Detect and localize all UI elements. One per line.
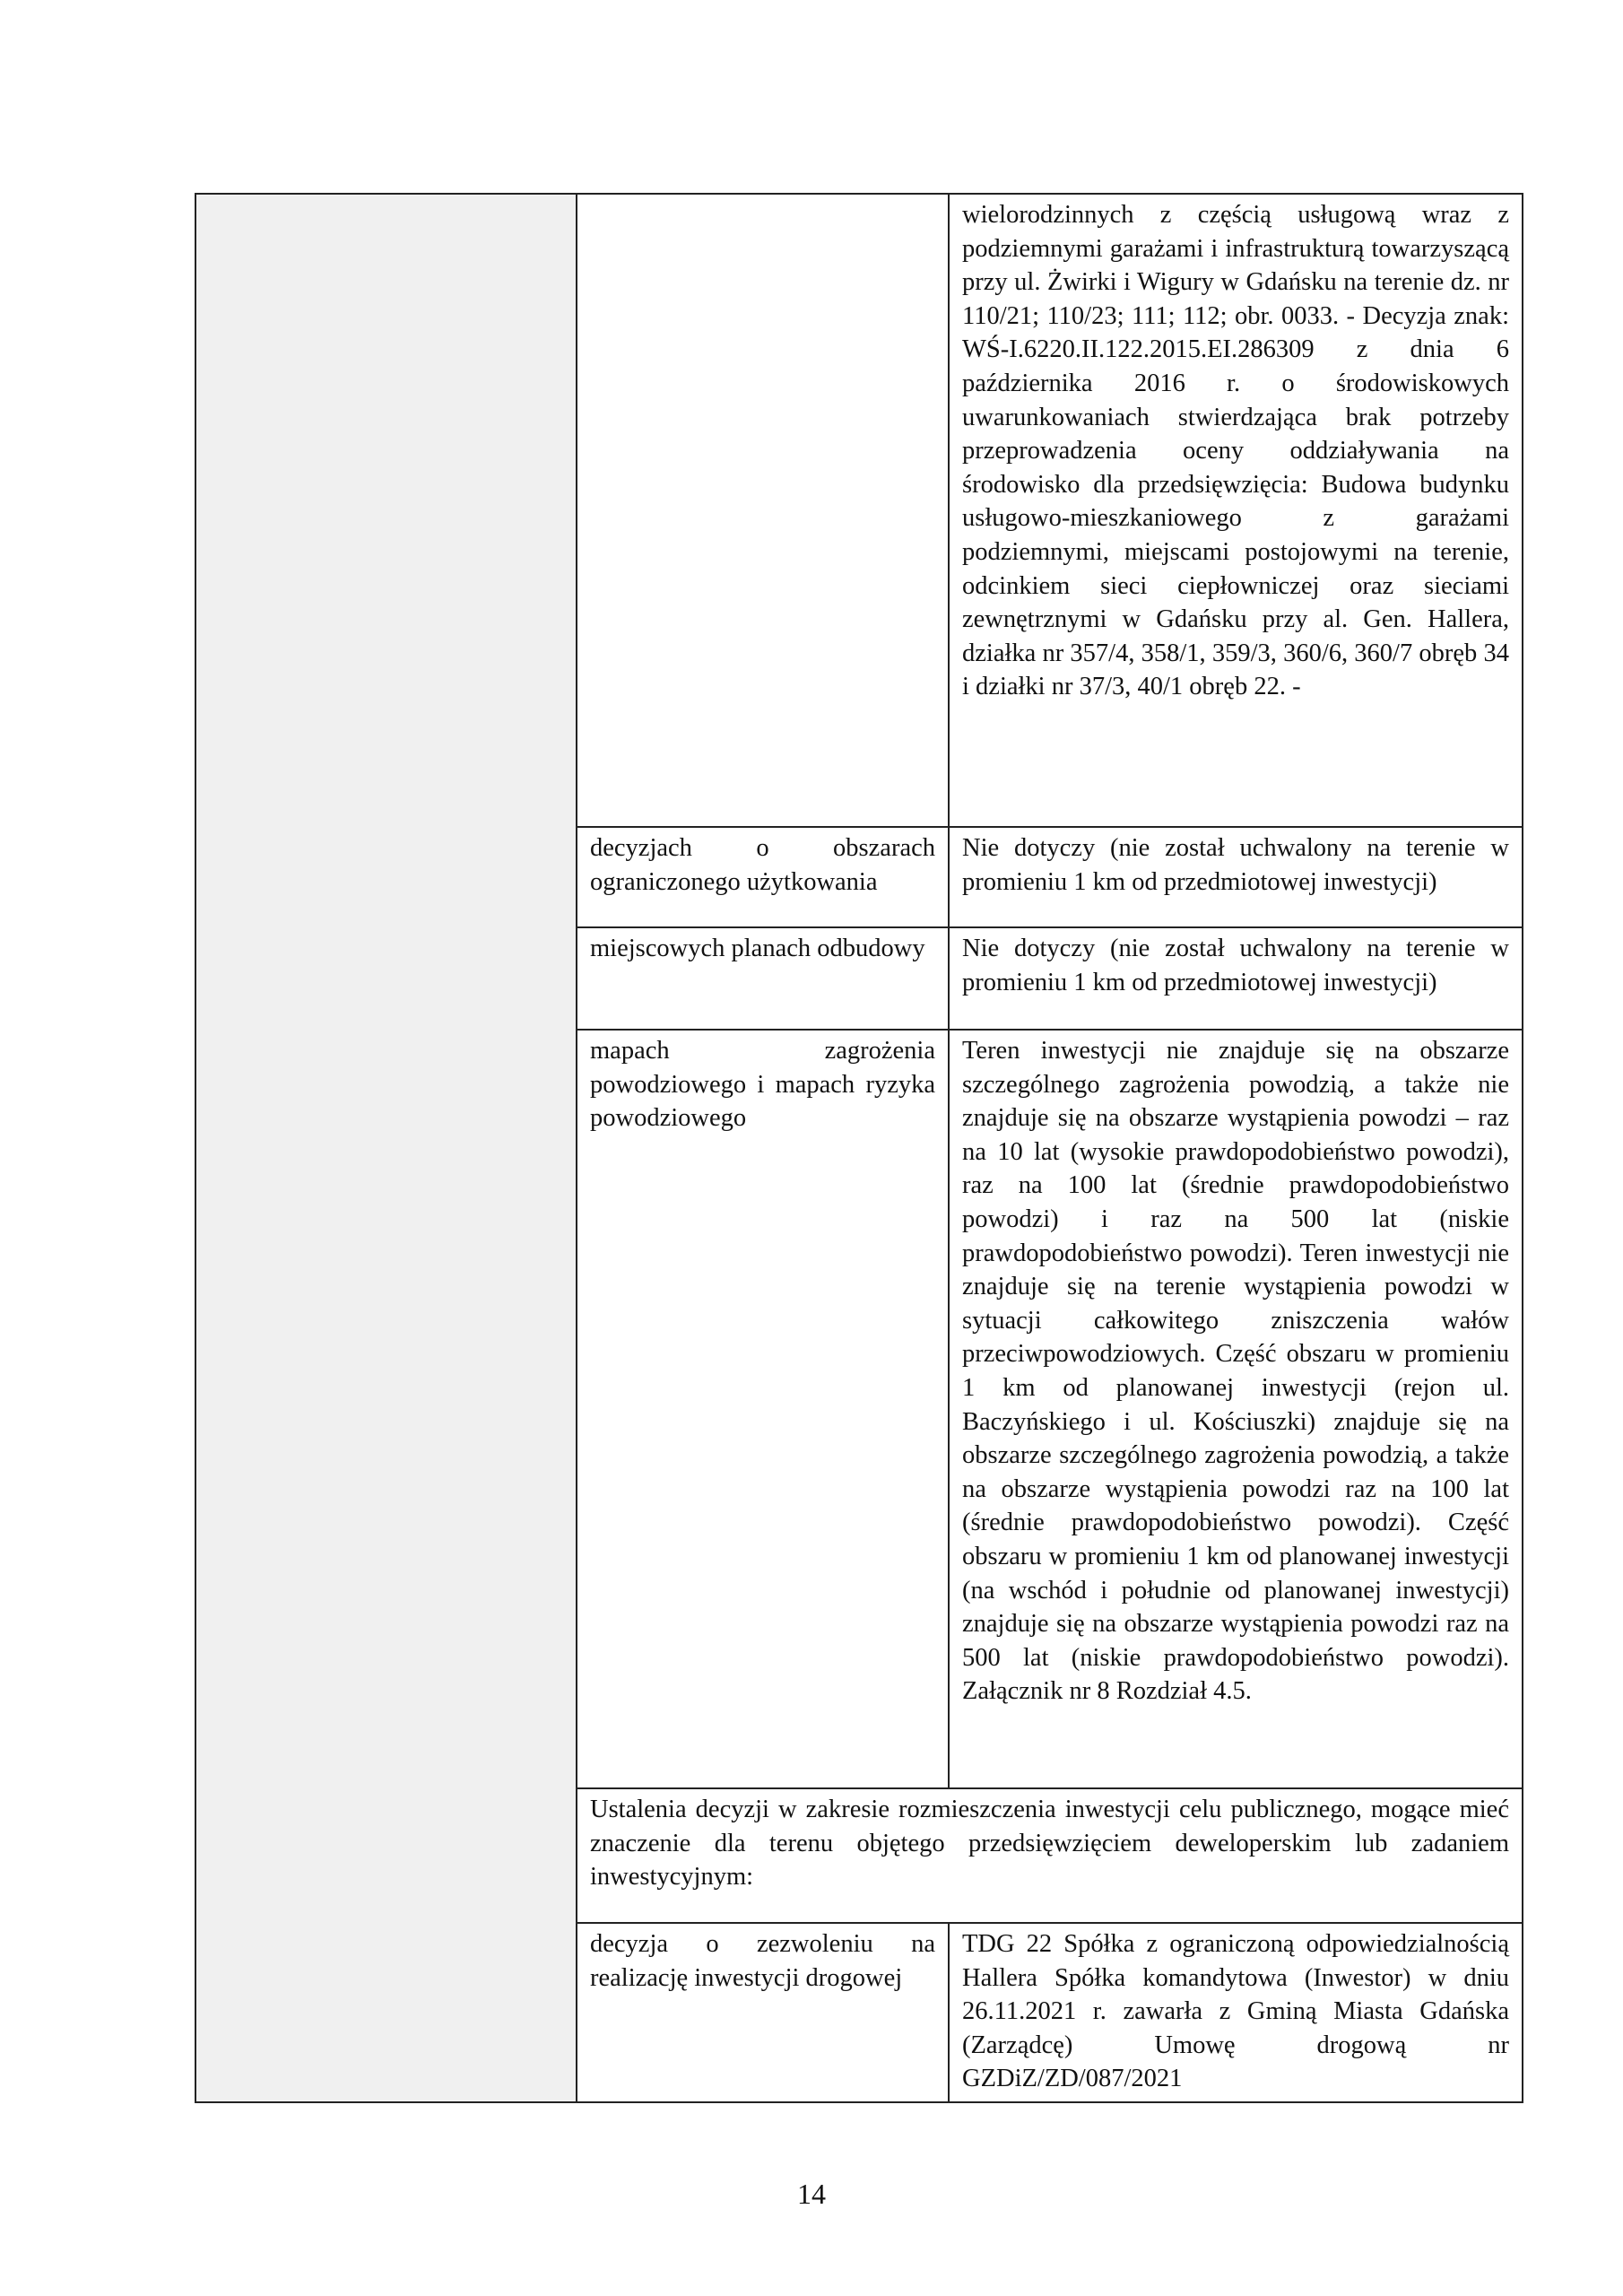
row-value: Teren inwestycji nie znajduje się na obszarze szczególnego zagrożenia powodzią, a także nie znajduje się na obszarze wystąpienia powodzi – raz na 10 lat (wysokie prawdopodobieństwo powodzi), raz na 100 lat (średnie prawdopodobieństwo powodzi) i raz na 500 lat (niskie prawdopodobieństwo powodzi). Teren inwestycji nie znajduje się na terenie wystąpienia powodzi w sytuacji całkowitego zniszczenia wałów przeciwpowodziowych. Część obszaru w promieniu 1 km od planowanej inwestycji (rejon ul. Baczyńskiego i ul. Kościuszki) znajduje się na obszarze szczególnego zagrożenia powodzią, a także na obszarze wystąpienia powodzi raz na 100 lat (średnie prawdopodobieństwo powodzi). Część obszaru w promieniu 1 km od planowanej inwestycji (na wschód i południe od planowanej inwestycji) znajduje się na obszarze wystąpienia powodzi raz na 500 lat (niskie prawdopodobieństwo powodzi). Załącznik nr 8 Rozdział 4.5. [949,1030,1523,1788]
row-label: miejscowych planach odbudowy [577,927,949,1030]
section-heading: Ustalenia decyzji w zakresie rozmieszczenia inwestycji celu publicznego, mogące mieć znaczenie dla terenu objętego przedsięwzięciem deweloperskim lub zadaniem inwestycyjnym: [577,1788,1523,1923]
row-label: decyzja o zezwoleniu na realizację inwestycji drogowej [577,1923,949,2102]
page-number: 14 [797,2178,826,2210]
table-row [195,194,1523,827]
row-value: Nie dotyczy (nie został uchwalony na terenie w promieniu 1 km od przedmiotowej inwestycji) [949,827,1523,927]
info-table [195,193,1523,2103]
row-value: Nie dotyczy (nie został uchwalony na terenie w promieniu 1 km od przedmiotowej inwestycji) [949,927,1523,1030]
row-label: mapach zagrożenia powodziowego i mapach ryzyka powodziowego [577,1030,949,1788]
row-label [577,194,949,827]
row-value: TDG 22 Spółka z ograniczoną odpowiedzialnością Hallera Spółka komandytowa (Inwestor) w dniu 26.11.2021 r. zawarła z Gminą Miasta Gdańska (Zarządcę) Umowę drogową nr GZDiZ/ZD/087/2021 [949,1923,1523,2102]
row-label: decyzjach o obszarach ograniczonego użytkowania [577,827,949,927]
shaded-left-column [195,194,577,2102]
row-value: wielorodzinnych z częścią usługową wraz z podziemnymi garażami i infrastrukturą towarzyszącą przy ul. Żwirki i Wigury w Gdańsku na terenie dz. nr 110/21; 110/23; 111; 112; obr. 0033. - Decyzja znak: WŚ-I.6220.II.122.2015.EI.286309 z dnia 6 października 2016 r. o środowiskowych uwarunkowaniach stwierdzająca brak potrzeby przeprowadzenia oceny oddziaływania na środowisko dla przedsięwzięcia: Budowa budynku usługowo-mieszkaniowego z garażami podziemnymi, miejscami postojowymi na terenie, odcinkiem sieci ciepłowniczej oraz sieciami zewnętrznymi w Gdańsku przy al. Gen. Hallera, działka nr 357/4, 358/1, 359/3, 360/6, 360/7 obręb 34 i działki nr 37/3, 40/1 obręb 22. - [949,194,1523,827]
